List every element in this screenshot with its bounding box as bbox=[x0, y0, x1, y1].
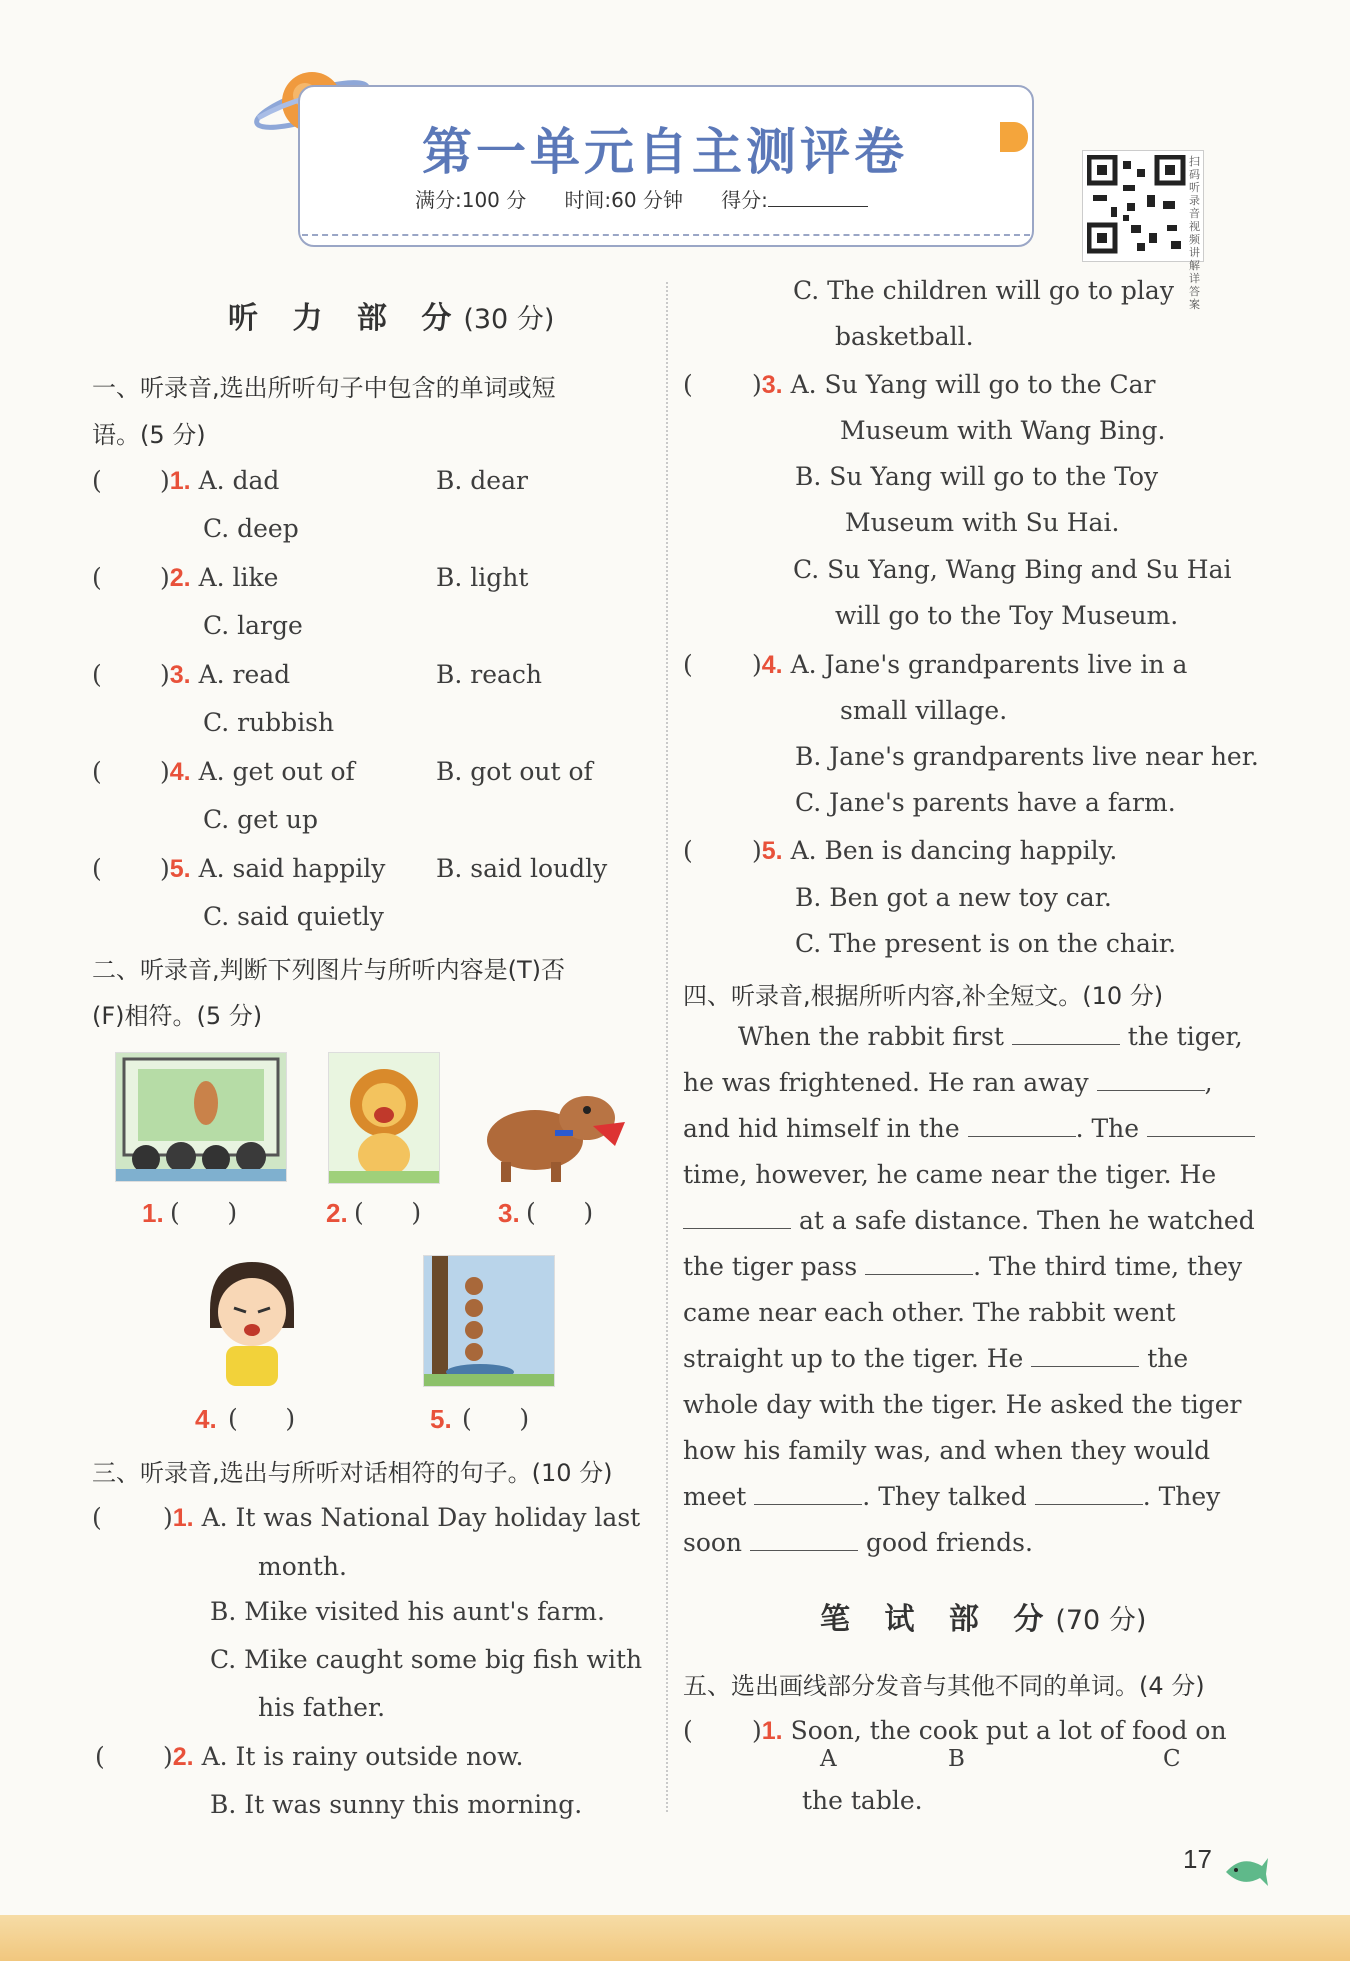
list-item: )2. A. like bbox=[160, 563, 279, 592]
crying-girl-icon bbox=[190, 1250, 315, 1390]
passage-line: at a safe distance. Then he watched bbox=[683, 1206, 1255, 1235]
fill-blank[interactable] bbox=[1031, 1346, 1139, 1367]
list-item: )5. A. Ben is dancing happily. bbox=[752, 836, 1118, 865]
option-text: Museum with Su Hai. bbox=[845, 508, 1120, 537]
option-b: B. got out of bbox=[436, 757, 593, 786]
answer-blank[interactable]: ( ) bbox=[354, 1198, 422, 1227]
score-label: 得分: bbox=[721, 188, 768, 212]
list-item: )1. Soon, the cook put a lot of food on bbox=[752, 1716, 1227, 1745]
list-item: )3. A. Su Yang will go to the Car bbox=[752, 370, 1156, 399]
option-letter-c: C bbox=[1163, 1746, 1181, 1772]
full-score: 满分:100 分 bbox=[415, 188, 527, 212]
fill-blank[interactable] bbox=[754, 1484, 862, 1505]
section1-title-line1: 一、听录音,选出所听句子中包含的单词或短 bbox=[92, 374, 556, 402]
section4-title: 四、听录音,根据所听内容,补全短文。(10 分) bbox=[683, 982, 1164, 1010]
passage-line: When the rabbit first the tiger, bbox=[738, 1022, 1243, 1051]
option-text: B. Ben got a new toy car. bbox=[795, 883, 1112, 912]
answer-blank[interactable]: ( bbox=[92, 563, 102, 592]
option-text: C. Jane's parents have a farm. bbox=[795, 788, 1176, 817]
option-letter-a: A bbox=[820, 1746, 837, 1772]
option-text: Museum with Wang Bing. bbox=[840, 416, 1166, 445]
list-item: )1. A. It was National Day holiday last bbox=[163, 1503, 641, 1532]
fill-blank[interactable] bbox=[1012, 1024, 1120, 1045]
section3-title: 三、听录音,选出与所听对话相符的句子。(10 分) bbox=[92, 1459, 613, 1487]
answer-blank[interactable]: ( ) bbox=[170, 1198, 238, 1227]
option-c: C. said quietly bbox=[203, 902, 384, 931]
listening-heading: 听 力 部 分(30 分) bbox=[228, 301, 555, 336]
answer-blank[interactable]: ( bbox=[683, 836, 693, 865]
option-b: B. reach bbox=[436, 660, 543, 689]
option-text: month. bbox=[258, 1552, 347, 1581]
list-item: )4. A. Jane's grandparents live in a bbox=[752, 650, 1188, 679]
score-field bbox=[768, 188, 868, 207]
option-text: B. Su Yang will go to the Toy bbox=[795, 462, 1159, 491]
pic1-number: 1. bbox=[142, 1198, 164, 1228]
option-text: C. The present is on the chair. bbox=[795, 929, 1177, 958]
passage-line: soon good friends. bbox=[683, 1528, 1033, 1557]
option-c: C. rubbish bbox=[203, 708, 335, 737]
answer-blank[interactable]: ( bbox=[95, 1742, 105, 1771]
option-text: will go to the Toy Museum. bbox=[835, 601, 1179, 630]
list-item: )1. A. dad bbox=[160, 466, 280, 495]
passage-line: and hid himself in the . The bbox=[683, 1114, 1255, 1143]
monkeys-reaching-moon-icon bbox=[423, 1255, 555, 1387]
page-number: 17 bbox=[1183, 1844, 1212, 1874]
answer-blank[interactable]: ( bbox=[92, 757, 102, 786]
option-text: B. Jane's grandparents live near her. bbox=[795, 742, 1259, 771]
fill-blank[interactable] bbox=[683, 1208, 791, 1229]
option-text: C. The children will go to play bbox=[793, 276, 1174, 305]
answer-blank[interactable]: ( bbox=[683, 650, 693, 679]
passage-line: time, however, he came near the tiger. He bbox=[683, 1160, 1217, 1189]
option-letter-b: B bbox=[948, 1746, 965, 1772]
answer-blank[interactable]: ( bbox=[683, 1716, 693, 1745]
list-item: )5. A. said happily bbox=[160, 854, 386, 883]
option-text: B. Mike visited his aunt's farm. bbox=[210, 1597, 605, 1626]
answer-blank[interactable]: ( ) bbox=[526, 1198, 594, 1227]
list-item: )2. A. It is rainy outside now. bbox=[163, 1742, 524, 1771]
option-c: C. large bbox=[203, 611, 303, 640]
time-limit: 时间:60 分钟 bbox=[564, 188, 683, 212]
section2-title-line2: (F)相符。(5 分) bbox=[92, 1002, 263, 1030]
pic4-number: 4. bbox=[195, 1404, 217, 1434]
option-text: small village. bbox=[840, 696, 1008, 725]
title-tab-decor bbox=[1000, 122, 1028, 152]
column-separator bbox=[666, 282, 668, 1812]
fill-blank[interactable] bbox=[1147, 1116, 1255, 1137]
section2-title-line1: 二、听录音,判断下列图片与所听内容是(T)否 bbox=[92, 956, 566, 984]
option-b: B. said loudly bbox=[436, 854, 608, 883]
answer-blank[interactable]: ( bbox=[92, 466, 102, 495]
option-text: his father. bbox=[258, 1693, 386, 1722]
passage-line: the tiger pass . The third time, they bbox=[683, 1252, 1243, 1281]
list-item: )4. A. get out of bbox=[160, 757, 355, 786]
fish-decor-icon bbox=[1222, 1852, 1270, 1888]
option-b: B. dear bbox=[436, 466, 528, 495]
option-text: basketball. bbox=[835, 322, 974, 351]
passage-line: whole day with the tiger. He asked the tiger bbox=[683, 1390, 1242, 1419]
section5-title: 五、选出画线部分发音与其他不同的单词。(4 分) bbox=[683, 1672, 1205, 1700]
qr-code-icon[interactable] bbox=[1082, 150, 1204, 311]
passage-line: he was frightened. He ran away , bbox=[683, 1068, 1213, 1097]
answer-blank[interactable]: ( ) bbox=[228, 1404, 296, 1433]
option-text: the table. bbox=[802, 1786, 923, 1815]
fill-blank[interactable] bbox=[1097, 1070, 1205, 1091]
fill-blank[interactable] bbox=[750, 1530, 858, 1551]
passage-line: came near each other. The rabbit went bbox=[683, 1298, 1176, 1327]
option-text: C. Su Yang, Wang Bing and Su Hai bbox=[793, 555, 1232, 584]
list-item: )3. A. read bbox=[160, 660, 291, 689]
answer-blank[interactable]: ( bbox=[92, 660, 102, 689]
option-c: C. deep bbox=[203, 514, 299, 543]
exam-info bbox=[415, 184, 868, 213]
writing-heading: 笔 试 部 分(70 分) bbox=[820, 1602, 1147, 1637]
pic5-number: 5. bbox=[430, 1404, 452, 1434]
title-divider bbox=[302, 234, 1030, 236]
pic2-number: 2. bbox=[326, 1198, 348, 1228]
fill-blank[interactable] bbox=[968, 1116, 1076, 1137]
answer-blank[interactable]: ( bbox=[683, 370, 693, 399]
fill-blank[interactable] bbox=[865, 1254, 973, 1275]
option-c: C. get up bbox=[203, 805, 319, 834]
scared-lion-icon bbox=[328, 1052, 440, 1184]
passage-line: meet . They talked . They bbox=[683, 1482, 1221, 1511]
audience-watching-screen-icon bbox=[115, 1052, 287, 1182]
pic3-number: 3. bbox=[498, 1198, 520, 1228]
barking-dog-icon bbox=[475, 1070, 635, 1185]
section1-title-line2: 语。(5 分) bbox=[92, 421, 206, 449]
answer-blank[interactable]: ( ) bbox=[462, 1404, 530, 1433]
passage-line: how his family was, and when they would bbox=[683, 1436, 1211, 1465]
passage-line: straight up to the tiger. He the bbox=[683, 1344, 1189, 1373]
option-text: C. Mike caught some big fish with bbox=[210, 1645, 643, 1674]
fill-blank[interactable] bbox=[1035, 1484, 1143, 1505]
option-b: B. light bbox=[436, 563, 529, 592]
bottom-decor-strip bbox=[0, 1915, 1350, 1961]
answer-blank[interactable]: ( bbox=[92, 854, 102, 883]
answer-blank[interactable]: ( bbox=[92, 1503, 102, 1532]
page-title: 第一单元自主测评卷 bbox=[422, 123, 908, 181]
option-text: B. It was sunny this morning. bbox=[210, 1790, 583, 1819]
qr-caption: 扫码听录音 视频讲解 详答案 bbox=[1189, 155, 1200, 311]
